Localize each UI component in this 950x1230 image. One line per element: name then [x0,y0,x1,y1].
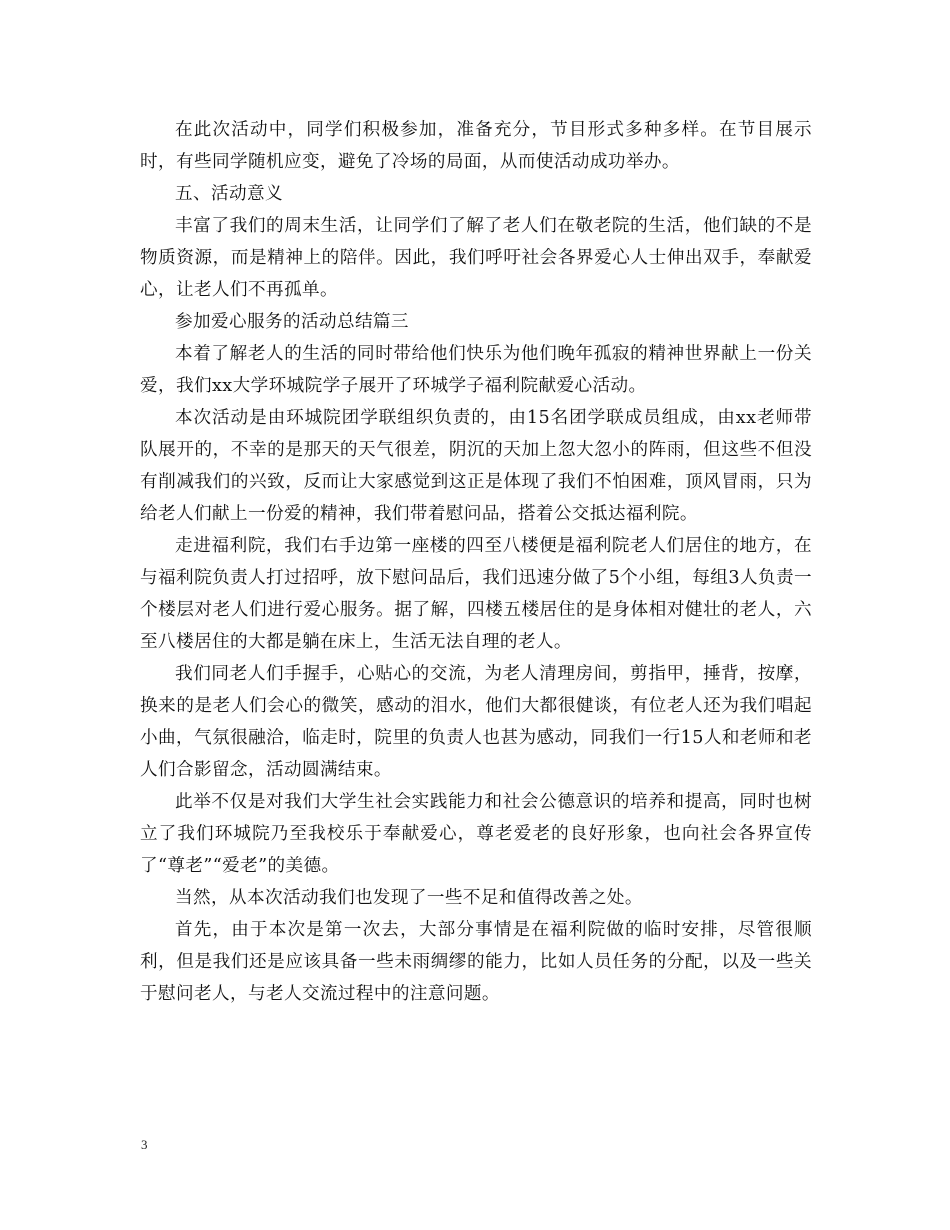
paragraph-4: 本次活动是由环城院团学联组织负责的，由15名团学联成员组成，由xx老师带队展开的，不幸的是那天的天气很差，阴沉的天加上忽大忽小的阵雨，但这些不但没有削减我们的兴致，反而让大家感觉到这正是体现了我们不怕困难，顶风冒雨，只为给老人们献上一份爱的精神，我们带着慰问品，搭着公交抵达福利院。 [140,408,812,524]
page-number: 3 [141,1137,148,1152]
paragraph-5: 走进福利院，我们右手边第一座楼的四至八楼便是福利院老人们居住的地方，在与福利院负责人打过招呼，放下慰问品后，我们迅速分做了5个小组，每组3人负责一个楼层对老人们进行爱心服务。据了解，四楼五楼居住的是身体相对健壮的老人，六至八楼居住的大都是躺在床上，生活无法自理的老人。 [140,536,812,652]
section-heading-activity-significance: 五、活动意义 [175,184,283,204]
paragraph-6: 我们同老人们手握手，心贴心的交流，为老人清理房间，剪指甲，捶背，按摩，换来的是老人们会心的微笑，感动的泪水，他们大都很健谈，有位老人还为我们唱起小曲，气氛很融洽，临走时，院里的负责人也甚为感动，同我们一行15人和老师和老人们合影留念，活动圆满结束。 [140,664,812,780]
paragraph-8: 当然，从本次活动我们也发现了一些不足和值得改善之处。 [175,888,643,908]
paragraph-2: 丰富了我们的周末生活，让同学们了解了老人们在敬老院的生活，他们缺的不是物质资源，而是精神上的陪伴。因此，我们呼吁社会各界爱心人士伸出双手，奉献爱心，让老人们不再孤单。 [140,216,812,300]
section-heading-part-three: 参加爱心服务的活动总结篇三 [175,312,409,332]
paragraph-7: 此举不仅是对我们大学生社会实践能力和社会公德意识的培养和提高，同时也树立了我们环城院乃至我校乐于奉献爱心，尊老爱老的良好形象，也向社会各界宣传了“尊老”“爱老”的美德。 [140,792,812,876]
paragraph-9: 首先，由于本次是第一次去，大部分事情是在福利院做的临时安排，尽管很顺利，但是我们还是应该具备一些未雨绸缪的能力，比如人员任务的分配，以及一些关于慰问老人，与老人交流过程中的注意问题。 [140,920,812,1004]
paragraph-1: 在此次活动中，同学们积极参加，准备充分，节目形式多种多样。在节目展示时，有些同学随机应变，避免了冷场的局面，从而使活动成功举办。 [140,120,812,172]
paragraph-3: 本着了解老人的生活的同时带给他们快乐为他们晚年孤寂的精神世界献上一份关爱，我们xx大学环城院学子展开了环城学子福利院献爱心活动。 [140,344,812,396]
document-body [140,114,812,1010]
